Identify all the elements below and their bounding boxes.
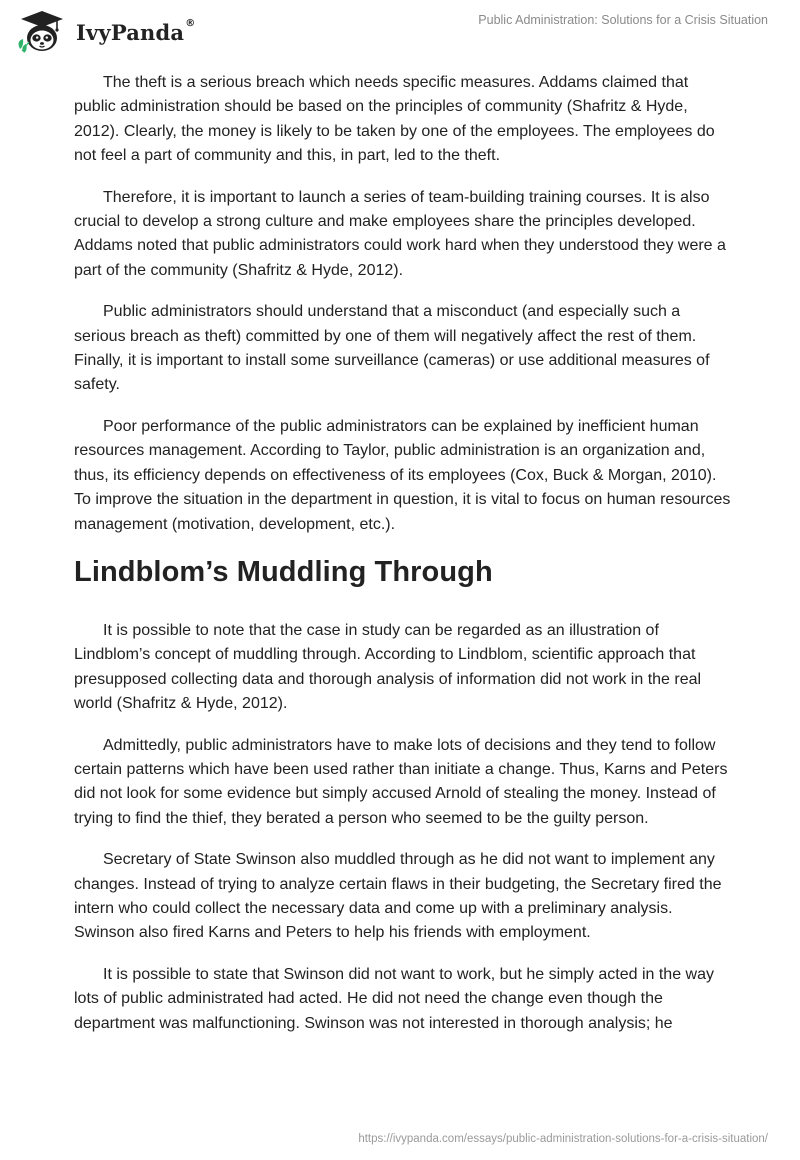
paragraph: It is possible to note that the case in study can be regarded as an illustration of Lindblom’s concept of muddling through. According to Lindblom, scientific approach that presupposed collecting data and thorough analysis of information did not work in the real world (Shafritz & Hyde, 2012). <box>74 621 702 713</box>
paragraph: Poor performance of the public administrators can be explained by inefficient human resources management. According to Taylor, public administration is an organization and, thus, its efficiency depends on effectiveness of its employees (Cox, Buck & Morgan, 2010). To improve the situation in the department in question, it is vital to focus on human resources management (motivation, development, etc.). <box>74 417 731 533</box>
brand-registered-mark: ® <box>185 17 196 29</box>
essay-body <box>74 71 734 1053</box>
paragraph: It is possible to state that Swinson did not want to work, but he simply acted in the way lots of public administrated had acted. He did not need the change even though the department was malfunctioning. Swinson was not interested in thorough analysis; he <box>74 965 714 1032</box>
page-header <box>0 0 800 66</box>
section-heading: Lindblom’s Muddling Through <box>74 555 493 588</box>
panda-graduate-logo-icon <box>16 9 68 55</box>
paragraph: Admittedly, public administrators have to make lots of decisions and they tend to follow certain patterns which have been used rather than initiate a change. Thus, Karns and Peters did not look for some evidence but simply accused Arnold of stealing the money. Instead of trying to find the thief, they berated a person who seemed to be the guilty person. <box>74 736 728 827</box>
paragraph: The theft is a serious breach which needs specific measures. Addams claimed that public administration should be based on the principles of community (Shafritz & Hyde, 2012). Clearly, the money is likely to be taken by one of the employees. The employees do not feel a part of community and this, in part, led to the theft. <box>74 74 715 165</box>
source-url-link[interactable]: https://ivypanda.com/essays/public-administration-solutions-for-a-crisis-situation/ <box>358 1133 768 1145</box>
document-title: Public Administration: Solutions for a Crisis Situation <box>478 13 768 27</box>
paragraph: Secretary of State Swinson also muddled through as he did not want to implement any changes. Instead of trying to analyze certain flaws in their budgeting, the Secretary fired the intern who could collect the necessary data and come up with a preliminary analysis. Swinson also fired Karns and Peters to help his friends with employment. <box>74 851 722 942</box>
paragraph: Public administrators should understand that a misconduct (and especially such a serious breach as theft) committed by one of them will negatively affect the rest of them. Finally, it is important to install some surveillance (cameras) or use additional measures of safety. <box>74 303 710 394</box>
ivypanda-logo[interactable] <box>16 8 195 56</box>
brand-name: IvyPanda® <box>76 17 196 45</box>
paragraph: Therefore, it is important to launch a series of team-building training courses. It is also crucial to develop a strong culture and make employees share the principles developed. Addams noted that public administrators could work hard when they understood they were a part of the community (Shafritz & Hyde, 2012). <box>74 188 726 279</box>
